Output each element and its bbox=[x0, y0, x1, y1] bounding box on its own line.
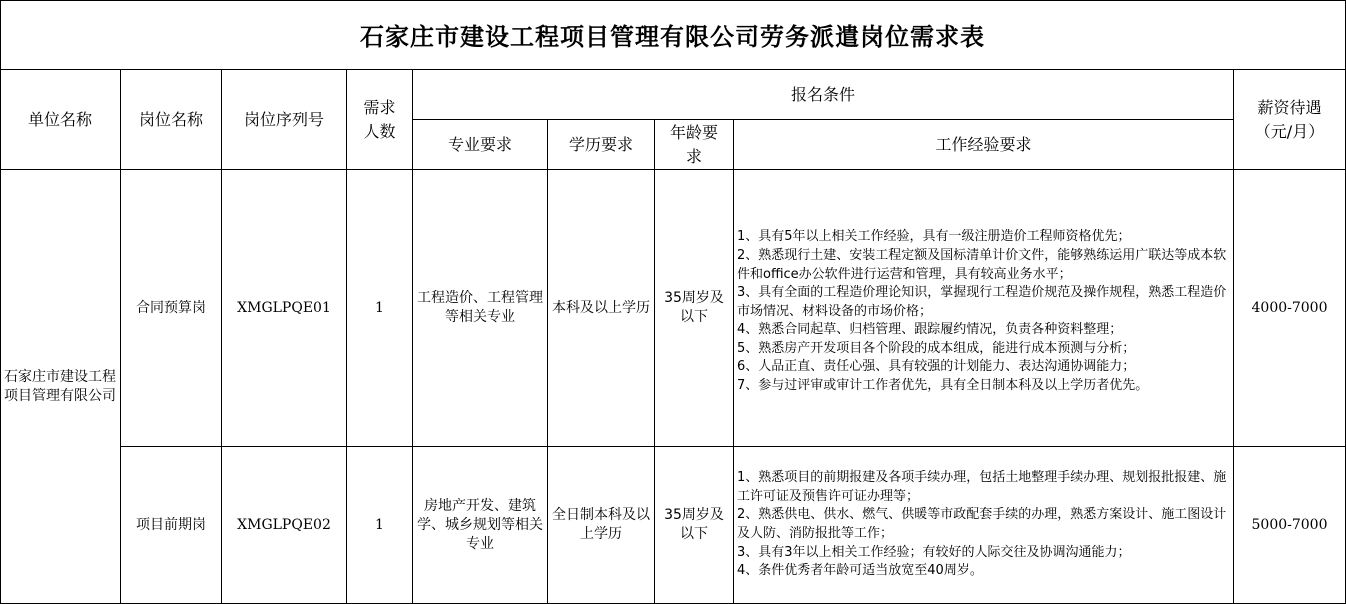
row2-serial: XMGLPQE02 bbox=[222, 447, 347, 604]
header-salary: 薪资待遇（元/月） bbox=[1234, 70, 1346, 170]
row2-education: 全日制本科及以上学历 bbox=[548, 447, 655, 604]
row1-exp-item: 2、熟悉现行土建、安装工程定额及国标清单计价文件，能够熟练运用广联达等成本软件和office办公软件进行运营和管理，具有较高业务水平； bbox=[737, 247, 1227, 282]
header-experience: 工作经验要求 bbox=[734, 120, 1234, 170]
header-major: 专业要求 bbox=[413, 120, 548, 170]
header-conditions: 报名条件 bbox=[413, 70, 1234, 120]
row1-exp-item: 4、熟悉合同起草、归档管理、跟踪履约情况，负责各种资料整理； bbox=[737, 322, 1123, 338]
row2-salary: 5000-7000 bbox=[1234, 447, 1346, 604]
row2-count: 1 bbox=[347, 447, 413, 604]
header-unit-name: 单位名称 bbox=[0, 70, 121, 170]
header-position-serial: 岗位序列号 bbox=[222, 70, 347, 170]
row1-exp-item: 5、熟悉房产开发项目各个阶段的成本组成，能进行成本预测与分析； bbox=[737, 340, 1136, 356]
row2-major: 房地产开发、建筑学、城乡规划等相关专业 bbox=[413, 447, 548, 604]
row1-salary: 4000-7000 bbox=[1234, 170, 1346, 447]
row2-age: 35周岁及以下 bbox=[655, 447, 734, 604]
row1-education: 本科及以上学历 bbox=[548, 170, 655, 447]
row2-exp-item: 3、具有3年以上相关工作经验；有较好的人际交往及协调沟通能力； bbox=[737, 544, 1131, 560]
row2-exp-item: 1、熟悉项目的前期报建及各项手续办理，包括土地整理手续办理、规划报批报建、施工许可证及预售许可证办理等； bbox=[737, 470, 1227, 504]
row1-age: 35周岁及以下 bbox=[655, 170, 734, 447]
row1-experience bbox=[734, 170, 1234, 447]
row2-position: 项目前期岗 bbox=[121, 447, 222, 604]
row2-exp-item: 2、熟悉供电、供水、燃气、供暖等市政配套手续的办理，熟悉方案设计、施工图设计及人防、消防报批等工作； bbox=[737, 507, 1227, 541]
header-age: 年龄要求 bbox=[655, 120, 734, 170]
row1-major: 工程造价、工程管理等相关专业 bbox=[413, 170, 548, 447]
row1-exp-item: 6、人品正直、责任心强、具有较强的计划能力、表达沟通协调能力； bbox=[737, 359, 1136, 375]
row1-exp-item: 1、具有5年以上相关工作经验，具有一级注册造价工程师资格优先； bbox=[737, 229, 1131, 245]
row2-experience bbox=[734, 447, 1234, 604]
unit-name-cell: 石家庄市建设工程项目管理有限公司 bbox=[0, 170, 121, 604]
row1-exp-item: 3、具有全面的工程造价理论知识，掌握现行工程造价规范及操作规程，熟悉工程造价市场情况、材料设备的市场价格； bbox=[737, 285, 1227, 319]
header-education: 学历要求 bbox=[548, 120, 655, 170]
row2-exp-item: 4、条件优秀者年龄可适当放宽至40周岁。 bbox=[737, 563, 983, 579]
header-demand-count: 需求人数 bbox=[347, 70, 413, 170]
row1-position: 合同预算岗 bbox=[121, 170, 222, 447]
row1-exp-item: 7、参与过评审或审计工作者优先，具有全日制本科及以上学历者优先。 bbox=[737, 378, 1149, 394]
header-position-name: 岗位名称 bbox=[121, 70, 222, 170]
row1-serial: XMGLPQE01 bbox=[222, 170, 347, 447]
row1-count: 1 bbox=[347, 170, 413, 447]
table-title: 石家庄市建设工程项目管理有限公司劳务派遣岗位需求表 bbox=[0, 0, 1346, 70]
